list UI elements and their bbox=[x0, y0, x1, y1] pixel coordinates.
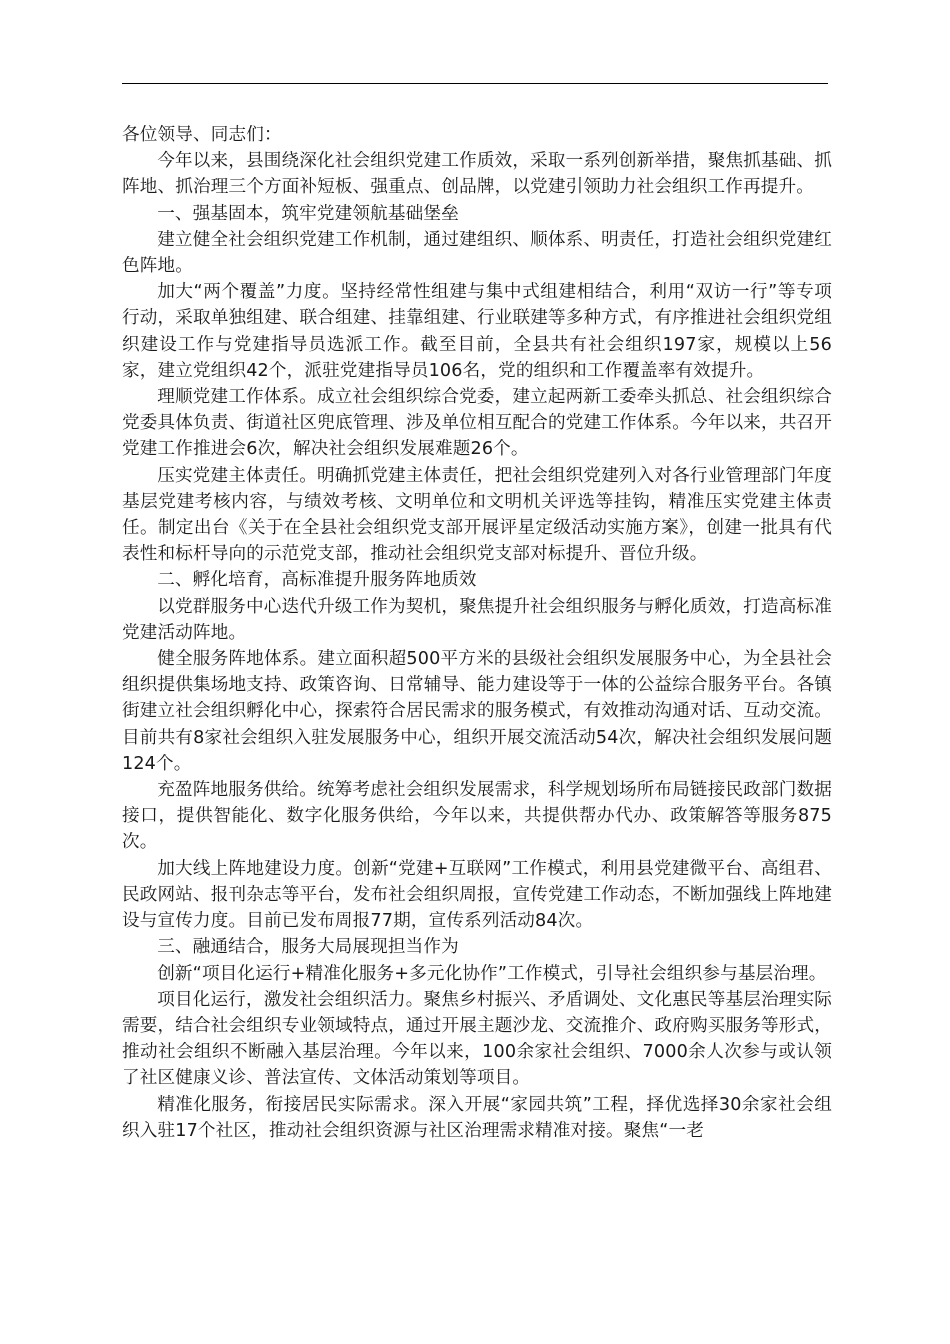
section2-paragraph-3: 充盈阵地服务供给。统筹考虑社会组织发展需求，科学规划场所布局链接民政部门数据接口，提供智能化、数字化服务供给，今年以来，共提供帮办代办、政策解答等服务875次。 bbox=[122, 780, 832, 853]
section1-paragraph-1: 建立健全社会组织党建工作机制，通过建组织、顺体系、明责任，打造社会组织党建红色阵地。 bbox=[122, 229, 832, 277]
section2-paragraph-1: 以党群服务中心迭代升级工作为契机，聚焦提升社会组织服务与孵化质效，打造高标准党建活动阵地。 bbox=[122, 596, 832, 643]
section2-paragraph-4: 加大线上阵地建设力度。创新“党建+互联网”工作模式，利用县党建微平台、高组君、民政网站、报刊杂志等平台，发布社会组织周报，宣传党建工作动态，不断加强线上阵地建设与宣传力度。目前已发布周报77期，宣传系列活动84次。 bbox=[122, 858, 832, 932]
header-rule bbox=[122, 83, 828, 84]
section3-heading: 三、融通结合，服务大局展现担当作为 bbox=[157, 937, 459, 958]
section2-heading: 二、孵化培育，高标准提升服务阵地质效 bbox=[157, 570, 477, 591]
intro-paragraph: 今年以来，县围绕深化社会组织党建工作质效，采取一系列创新举措，聚焦抓基础、抓阵地、抓治理三个方面补短板、强重点、创品牌，以党建引领助力社会组织工作再提升。 bbox=[122, 151, 832, 198]
section3-paragraph-2: 项目化运行，激发社会组织活力。聚焦乡村振兴、矛盾调处、文化惠民等基层治理实际需要，结合社会组织专业领域特点，通过开展主题沙龙、交流推介、政府购买服务等形式，推动社会组织不断融入基层治理。今年以来，100余家社会组织、7000余人次参与或认领了社区健康义诊、普法宣传、文体活动策划等项目。 bbox=[122, 989, 832, 1089]
section3-paragraph-1: 创新“项目化运行+精准化服务+多元化协作”工作模式，引导社会组织参与基层治理。 bbox=[157, 963, 827, 984]
section1-paragraph-3: 理顺党建工作体系。成立社会组织综合党委，建立起两新工委牵头抓总、社会组织综合党委具体负责、街道社区兜底管理、涉及单位相互配合的党建工作体系。今年以来，共召开党建工作推进会6次，解决社会组织发展难题26个。 bbox=[122, 387, 832, 460]
section2-paragraph-2: 健全服务阵地体系。建立面积超500平方米的县级社会组织发展服务中心，为全县社会组织提供集场地支持、政策咨询、日常辅导、能力建设等于一体的公益综合服务平台。各镇街建立社会组织孵化中心，探索符合居民需求的服务模式，有效推动沟通对话、互动交流。目前共有8家社会组织入驻发展服务中心，组织开展交流活动54次，解决社会组织发展问题124个。 bbox=[122, 649, 832, 774]
salutation: 各位领导、同志们： bbox=[122, 125, 282, 145]
section3-paragraph-3: 精准化服务，衔接居民实际需求。深入开展“家园共筑”工程，择优选择30余家社会组织入驻17个社区，推动社会组织资源与社区治理需求精准对接。聚焦“一老 bbox=[122, 1094, 832, 1141]
section1-paragraph-4: 压实党建主体责任。明确抓党建主体责任，把社会组织党建列入对各行业管理部门年度基层党建考核内容，与绩效考核、文明单位和文明机关评选等挂钩，精准压实党建主体责任。制定出台《关于在全县社会组织党支部开展评星定级活动实施方案》，创建一批具有代表性和标杆导向的示范党支部，推动社会组织党支部对标提升、晋位升级。 bbox=[122, 465, 832, 565]
document-body bbox=[122, 122, 832, 1144]
section1-heading: 一、强基固本，筑牢党建领航基础堡垒 bbox=[157, 203, 459, 224]
section1-paragraph-2: 加大“两个覆盖”力度。坚持经常性组建与集中式组建相结合，利用“双访一行”等专项行动，采取单独组建、联合组建、挂靠组建、行业联建等多种方式，有序推进社会组织党组织建设工作与党建指导员选派工作。截至目前，全县共有社会组织197家，规模以上56家，建立党组织42个，派驻党建指导员106名，党的组织和工作覆盖率有效提升。 bbox=[122, 282, 832, 381]
